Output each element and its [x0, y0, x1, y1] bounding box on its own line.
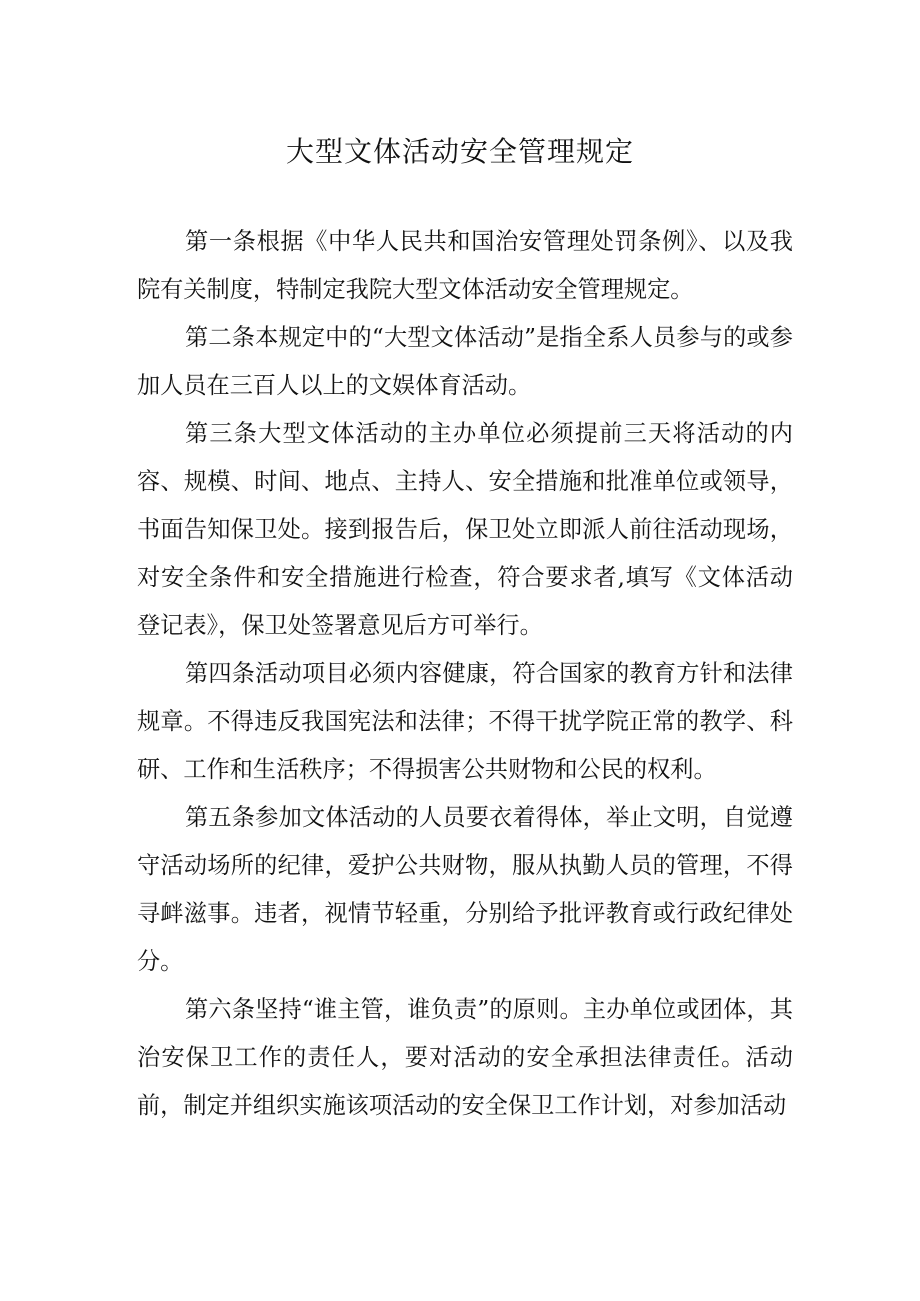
document-body — [137, 218, 793, 1130]
document-title: 大型文体活动安全管理规定 — [285, 135, 634, 168]
article-3: 第三条大型文体活动的主办单位必须提前三天将活动的内容、规模、时间、地点、主持人、安全措施和批准单位或领导，书面告知保卫处。接到报告后，保卫处立即派人前往活动现场，对安全条件和安全措施进行检查，符合要求者,填写《文体活动登记表》，保卫处签署意见后方可举行。 — [137, 420, 793, 639]
article-1: 第一条根据《中华人民共和国治安管理处罚条例》、以及我院有关制度，特制定我院大型文体活动安全管理规定。 — [137, 228, 793, 303]
article-4: 第四条活动项目必须内容健康，符合国家的教育方针和法律规章。不得违反我国宪法和法律；不得干扰学院正常的教学、科研、工作和生活秩序；不得损害公共财物和公民的权利。 — [137, 660, 793, 783]
article-6: 第六条坚持“谁主管，谁负责”的原则。主办单位或团体，其治安保卫工作的责任人，要对活动的安全承担法律责任。活动前，制定并组织实施该项活动的安全保卫工作计划，对参加活动 — [137, 996, 793, 1119]
article-2: 第二条本规定中的“大型文体活动”是指全系人员参与的或参加人员在三百人以上的文娱体育活动。 — [137, 324, 793, 399]
article-5: 第五条参加文体活动的人员要衣着得体，举止文明，自觉遵守活动场所的纪律，爱护公共财物，服从执勤人员的管理，不得寻衅滋事。违者，视情节轻重，分别给予批评教育或行政纪律处分。 — [137, 804, 793, 975]
